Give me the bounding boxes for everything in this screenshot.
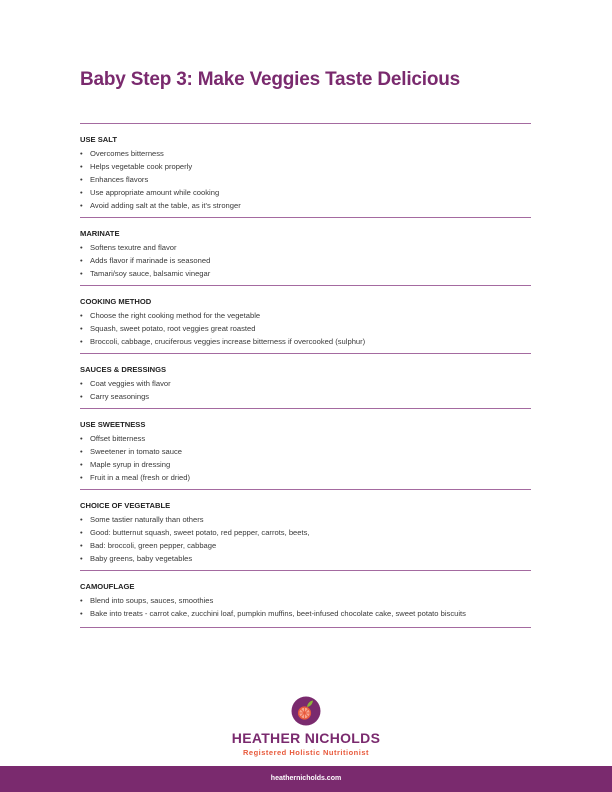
section-use-salt	[80, 123, 531, 217]
tips-list	[80, 123, 531, 628]
section-title: USE SALT	[80, 135, 117, 144]
list-item: • Maple syrup in dressing	[80, 458, 531, 471]
section-marinate	[80, 217, 531, 285]
list-item: • Blend into soups, sauces, smoothies	[80, 594, 531, 607]
list-item: • Some tastier naturally than others	[80, 513, 531, 526]
list-item: • Fruit in a meal (fresh or dried)	[80, 471, 531, 484]
section-title: MARINATE	[80, 229, 120, 238]
footer-bar	[0, 766, 612, 792]
list-item: • Tamari/soy sauce, balsamic vinegar	[80, 267, 531, 280]
brand-name: HEATHER NICHOLDS	[231, 730, 381, 746]
list-item: • Bad: broccoli, green pepper, cabbage	[80, 539, 531, 552]
list-item: • Coat veggies with flavor	[80, 377, 531, 390]
list-item: • Offset bitterness	[80, 432, 531, 445]
bullet-list	[80, 513, 531, 565]
section-title: USE SWEETNESS	[80, 420, 146, 429]
section-use-sweetness	[80, 408, 531, 489]
orange-slice-leaf-icon	[291, 695, 321, 727]
bullet-list	[80, 147, 531, 212]
list-item: • Carry seasonings	[80, 390, 531, 403]
list-item: • Use appropriate amount while cooking	[80, 186, 531, 199]
list-item: • Adds flavor if marinade is seasoned	[80, 254, 531, 267]
bullet-list	[80, 432, 531, 484]
list-item: • Softens texutre and flavor	[80, 241, 531, 254]
section-sauces-dressings	[80, 353, 531, 408]
list-item: • Choose the right cooking method for the vegetable	[80, 309, 531, 322]
section-title: SAUCES & DRESSINGS	[80, 365, 167, 374]
section-cooking-method	[80, 285, 531, 353]
section-choice-of-vegetable	[80, 489, 531, 570]
list-item: • Sweetener in tomato sauce	[80, 445, 531, 458]
list-item: • Overcomes bitterness	[80, 147, 531, 160]
list-item: • Avoid adding salt at the table, as it's stronger	[80, 199, 531, 212]
bullet-list	[80, 594, 531, 620]
brand-subtitle: Registered Holistic Nutritionist	[242, 748, 369, 757]
bullet-list	[80, 377, 531, 403]
website-link[interactable]: heathernicholds.com	[270, 775, 342, 782]
list-item: • Squash, sweet potato, root veggies great roasted	[80, 322, 531, 335]
list-item: • Helps vegetable cook properly	[80, 160, 531, 173]
section-camouflage	[80, 570, 531, 628]
list-item: • Baby greens, baby vegetables	[80, 552, 531, 565]
bullet-list	[80, 309, 531, 348]
bullet-list	[80, 241, 531, 280]
list-item: • Enhances flavors	[80, 173, 531, 186]
list-item: • Bake into treats - carrot cake, zucchini loaf, pumpkin muffins, beet-infused chocolate cake, sweet potato biscuits	[80, 607, 531, 620]
page-title: Baby Step 3: Make Veggies Taste Delicious	[80, 69, 461, 90]
section-title: CHOICE OF VEGETABLE	[80, 501, 171, 510]
section-title: COOKING METHOD	[80, 297, 152, 306]
list-item: • Good: butternut squash, sweet potato, red pepper, carrots, beets,	[80, 526, 531, 539]
section-title: CAMOUFLAGE	[80, 582, 135, 591]
list-item: • Broccoli, cabbage, cruciferous veggies increase bitterness if overcooked (sulphur)	[80, 335, 531, 348]
